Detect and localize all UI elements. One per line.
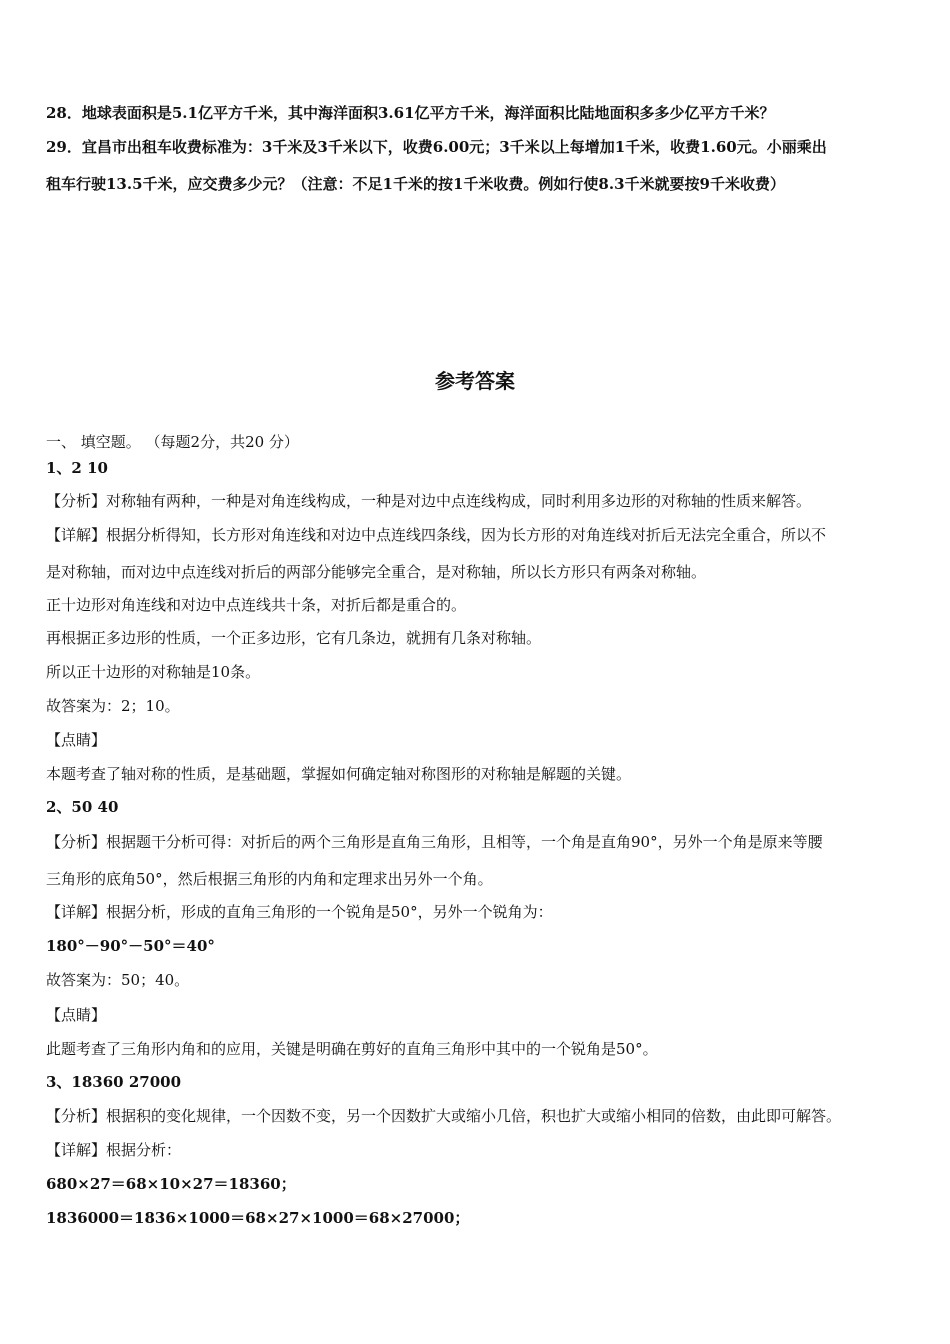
answer-2-analysis-2: 三角形的底角50°，然后根据三角形的内角和定理求出另外一个角。 [46, 870, 493, 888]
answer-1-detail-5: 所以正十边形的对称轴是10条。 [46, 663, 261, 681]
answer-1-comment-label: 【点睛】 [46, 731, 107, 749]
answer-3-calc-1: 680×27＝68×10×27＝18360； [46, 1175, 296, 1193]
answer-1-analysis: 【分析】对称轴有两种，一种是对角连线构成，一种是对边中点连线构成，同时利用多边形的对称轴的性质来解答。 [46, 492, 812, 510]
answer-1-detail-3: 正十边形对角连线和对边中点连线共十条，对折后都是重合的。 [46, 596, 467, 614]
answer-2-conclusion: 故答案为：50；40。 [46, 971, 190, 989]
answer-3-heading: 3、18360 27000 [46, 1073, 182, 1091]
answer-3-calc-2: 1836000＝1836×1000＝68×27×1000＝68×27000； [46, 1209, 470, 1227]
answer-3-detail: 【详解】根据分析： [46, 1141, 182, 1159]
answer-1-comment: 本题考查了轴对称的性质，是基础题，掌握如何确定轴对称图形的对称轴是解题的关键。 [46, 765, 632, 783]
section-header: 一、 填空题。 （每题2分，共20 分） [46, 433, 299, 451]
answer-1-heading: 1、2 10 [46, 459, 108, 477]
answer-2-comment-label: 【点睛】 [46, 1006, 107, 1024]
answer-1-conclusion: 故答案为：2；10。 [46, 697, 180, 715]
answer-3-analysis: 【分析】根据积的变化规律，一个因数不变，另一个因数扩大或缩小几倍，积也扩大或缩小相同的倍数，由此即可解答。 [46, 1107, 842, 1125]
answer-2-calc: 180°－90°－50°＝40° [46, 937, 215, 955]
question-29-line-2: 租车行驶13.5千米，应交费多少元？（注意：不足1千米的按1千米收费。例如行使8.3千米就要按9千米收费） [46, 175, 785, 193]
question-29-line-1: 29．宜昌市出租车收费标准为：3千米及3千米以下，收费6.00元；3千米以上每增加1千米，收费1.60元。小丽乘出 [46, 138, 827, 156]
answers-title: 参考答案 [435, 369, 515, 393]
answer-2-comment: 此题考查了三角形内角和的应用，关键是明确在剪好的直角三角形中其中的一个锐角是50°。 [46, 1040, 658, 1058]
answer-2-analysis-1: 【分析】根据题干分析可得：对折后的两个三角形是直角三角形，且相等，一个角是直角90°，另外一个角是原来等腰 [46, 833, 823, 851]
answer-2-detail: 【详解】根据分析，形成的直角三角形的一个锐角是50°，另外一个锐角为： [46, 903, 553, 921]
answer-1-detail-1: 【详解】根据分析得知，长方形对角连线和对边中点连线四条线，因为长方形的对角连线对折后无法完全重合，所以不 [46, 526, 827, 544]
question-28: 28．地球表面积是5.1亿平方千米，其中海洋面积3.61亿平方千米，海洋面积比陆地面积多多少亿平方千米？ [46, 104, 775, 122]
answer-2-heading: 2、50 40 [46, 798, 119, 816]
answer-1-detail-4: 再根据正多边形的性质，一个正多边形，它有几条边，就拥有几条对称轴。 [46, 629, 542, 647]
answer-1-detail-2: 是对称轴，而对边中点连线对折后的两部分能够完全重合，是对称轴，所以长方形只有两条对称轴。 [46, 563, 707, 581]
